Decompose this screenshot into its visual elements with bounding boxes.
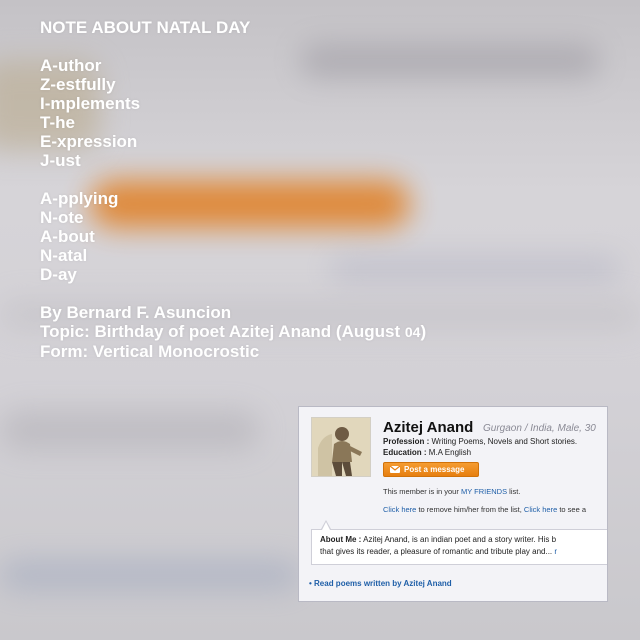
form-line: Form: Vertical Monocrostic [40,342,260,361]
poem-line: Z-estfully [40,75,116,94]
education-value: M.A English [428,448,472,457]
poem-line: A-uthor [40,56,102,75]
poem-line: T-he [40,113,75,132]
member-suffix: list. [509,487,521,496]
remove-row [383,505,586,514]
poem-line: A-pplying [40,189,119,208]
bg-blur-text [0,410,260,450]
education-label: Education : [383,448,427,457]
poem-line: A-bout [40,227,95,246]
poem-line: I-mplements [40,94,141,113]
envelope-icon [390,466,400,473]
profile-location: Gurgaon / India, Male, 30 [483,423,596,434]
topic-date: 04 [404,324,421,340]
profession-label: Profession : [383,437,430,446]
poem-line: N-ote [40,208,84,227]
poem-stanza-2 [40,189,426,284]
about-me-box [311,529,608,565]
profile-card [298,406,608,602]
about-text-2: that gives its reader, a pleasure of romantic and tribute play and... [320,547,553,556]
topic-suffix: ) [420,322,427,341]
member-prefix: This member is in your [383,487,459,496]
post-message-button[interactable] [383,462,479,477]
about-label: About Me : [320,535,362,544]
post-message-label: Post a message [404,465,465,474]
click-here-remove-link[interactable]: Click here [383,505,417,514]
read-poems-link[interactable]: • Read poems written by Azitej Anand [309,579,452,588]
byline: By Bernard F. Asuncion [40,303,232,322]
read-more-link[interactable]: r [554,547,558,556]
poem-line: D-ay [40,265,77,284]
about-text-1: Azitej Anand, is an indian poet and a story writer. His b [363,535,557,544]
click-here-see-link[interactable]: Click here [523,505,558,514]
avatar[interactable] [311,417,371,477]
poem-line: N-atal [40,246,88,265]
bg-blur-readlink [0,560,300,590]
my-friends-link[interactable]: MY FRIENDS [460,487,508,496]
see-text: to see a [559,505,587,514]
profession-row [383,437,577,446]
poem-credits [40,303,426,361]
poem-line: E-xpression [40,132,138,151]
about-line-2 [320,546,608,558]
education-row [383,448,471,457]
member-status [383,487,520,496]
topic-line [40,322,426,342]
profession-value: Writing Poems, Novels and Short stories. [431,437,578,446]
topic-prefix: Topic: Birthday of poet Azitej Anand (August [40,322,405,341]
profile-name[interactable]: Azitej Anand [383,419,474,436]
poem-stanza-1 [40,56,426,170]
poem-line: J-ust [40,151,81,170]
about-line-1 [320,534,608,546]
poem-text [40,18,426,361]
remove-text: to remove him/her from the list, [418,505,522,514]
about-pointer-inner [322,522,330,530]
poem-title: NOTE ABOUT NATAL DAY [40,18,251,37]
avatar-photo [312,418,370,476]
